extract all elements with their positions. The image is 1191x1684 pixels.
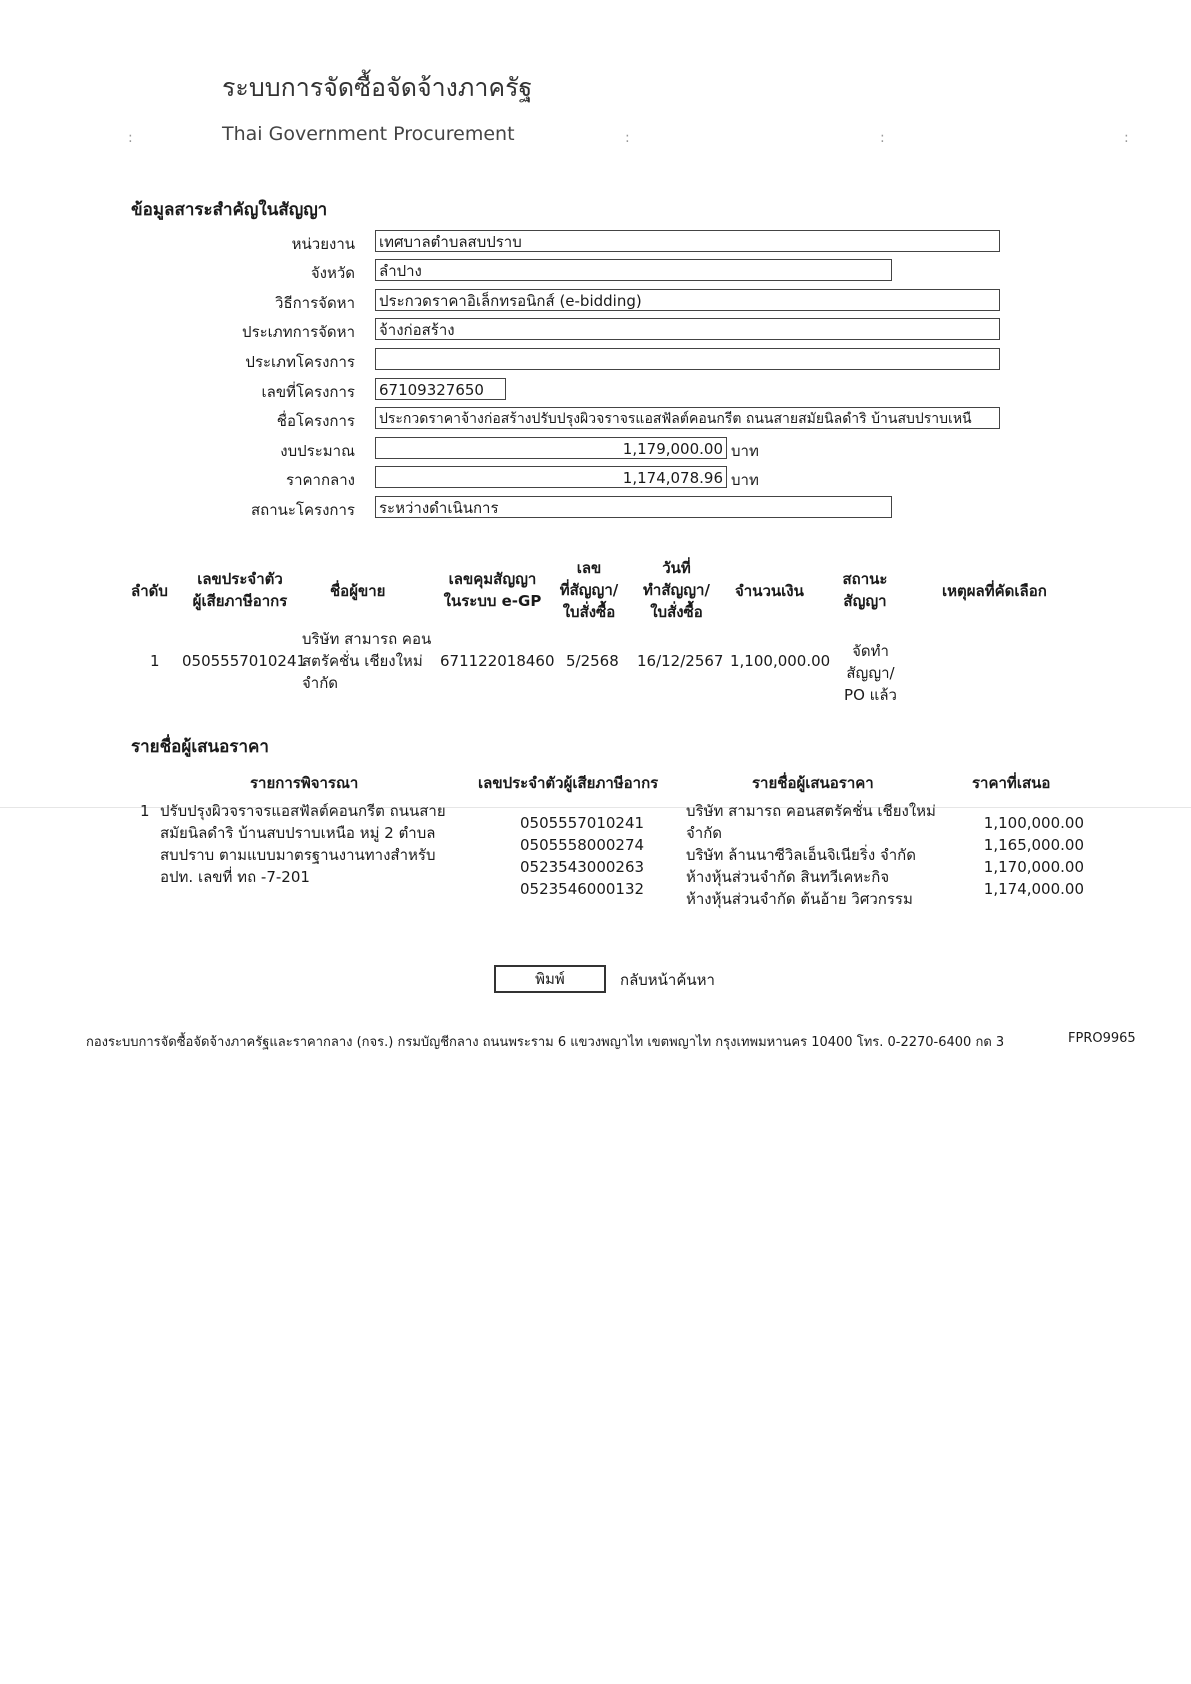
field-label-project-number: เลขที่โครงการ	[261, 383, 355, 401]
footer-address: กองระบบการจัดซื้อจัดจ้างภาครัฐและราคากลาง (กจร.) กรมบัญชีกลาง ถนนพระราม 6 แขวงพญาไท เขตพญาไท กรุงเทพมหานคร 10400 โทร. 0-2270-6400 กด 3	[86, 1035, 1005, 1050]
median-price-unit: บาท	[731, 471, 759, 489]
field-province: ลำปาง	[375, 259, 892, 281]
contracts-header-seller: ชื่อผู้ขาย	[330, 582, 386, 600]
contracts-header-status: สถานะ สัญญา	[842, 570, 888, 610]
scan-mark: :	[625, 130, 630, 146]
contract-row-no: 1	[150, 652, 160, 670]
field-project-name: ประกวดราคาจ้างก่อสร้างปรับปรุงผิวจราจรแอสฟัลต์คอนกรีต ถนนสายสมัยนิลดำริ บ้านสบปราบเหนื	[375, 407, 1000, 429]
bidders-section-title: รายชื่อผู้เสนอราคา	[131, 737, 269, 757]
bidders-header-price: ราคาที่เสนอ	[972, 774, 1051, 792]
contract-row-date: 16/12/2567	[637, 652, 724, 670]
contracts-header-date: วันที่ ทำสัญญา/ ใบสั่งซื้อ	[643, 559, 710, 621]
system-title: ระบบการจัดซื้อจัดจ้างภาครัฐ	[222, 73, 533, 102]
footer-code: FPRO9965	[1068, 1031, 1136, 1046]
bidder-price-list: 1,100,000.00 1,165,000.00 1,170,000.00 1,174,000.00	[983, 814, 1084, 898]
contracts-header-reason: เหตุผลที่คัดเลือก	[942, 582, 1047, 600]
field-label-project-type: ประเภทโครงการ	[245, 353, 355, 371]
field-project-number: 67109327650	[375, 378, 506, 400]
back-to-search-link[interactable]: กลับหน้าค้นหา	[620, 971, 715, 989]
field-median-price: 1,174,078.96	[375, 466, 727, 488]
scan-mark: :	[128, 130, 133, 146]
print-button[interactable]: พิมพ์	[494, 965, 606, 993]
contract-row-amount: 1,100,000.00	[730, 652, 831, 670]
contracts-header-amount: จำนวนเงิน	[735, 582, 804, 600]
scan-mark: :	[1124, 130, 1129, 146]
bidder-tax-id-list: 0505557010241 0505558000274 0523543000263 0523546000132	[520, 814, 645, 898]
field-label-agency: หน่วยงาน	[291, 235, 355, 253]
contract-row-contract-no: 5/2568	[566, 652, 619, 670]
field-project-status: ระหว่างดำเนินการ	[375, 496, 892, 518]
bidders-header-tax-id: เลขประจำตัวผู้เสียภาษีอากร	[478, 774, 659, 792]
bidders-header-name: รายชื่อผู้เสนอราคา	[752, 774, 874, 792]
contract-row-tax-id: 0505557010241	[182, 652, 307, 670]
field-project-type	[375, 348, 1000, 370]
field-label-project-name: ชื่อโครงการ	[276, 412, 355, 430]
field-label-project-status: สถานะโครงการ	[250, 501, 355, 519]
contract-row-egp: 671122018460	[440, 652, 555, 670]
bidders-header-item: รายการพิจารณา	[250, 774, 359, 792]
field-label-median-price: ราคากลาง	[286, 471, 355, 489]
bidder-item-no: 1	[140, 802, 150, 820]
field-label-province: จังหวัด	[310, 264, 355, 282]
contracts-header-contract-no: เลข ที่สัญญา/ ใบสั่งซื้อ	[559, 559, 619, 621]
system-subtitle: Thai Government Procurement	[222, 123, 515, 145]
scan-mark: :	[880, 130, 885, 146]
field-label-procurement-type: ประเภทการจัดหา	[242, 323, 355, 341]
bidder-item-description: ปรับปรุงผิวจราจรแอสฟัลต์คอนกรีต ถนนสาย สมัยนิลดำริ บ้านสบปราบเหนือ หมู่ 2 ตำบล สบปราบ ตามแบบมาตรฐานงานทางสำหรับ อปท. เลขที่ ทถ -7-201	[160, 802, 446, 886]
contracts-header-no: ลำดับ	[131, 582, 168, 600]
field-budget: 1,179,000.00	[375, 437, 727, 459]
contracts-header-egp: เลขคุมสัญญา ในระบบ e-GP	[443, 570, 542, 610]
budget-unit: บาท	[731, 442, 759, 460]
contract-row-seller: บริษัท สามารถ คอน สตรัคชั่น เชียงใหม่ จำกัด	[302, 630, 432, 692]
contracts-header-tax-id: เลขประจำตัว ผู้เสียภาษีอากร	[192, 570, 288, 610]
field-procurement-type: จ้างก่อสร้าง	[375, 318, 1000, 340]
summary-section-title: ข้อมูลสาระสำคัญในสัญญา	[131, 200, 328, 220]
contract-row-status: จัดทำสัญญา/ PO แล้ว	[844, 642, 897, 704]
field-label-method: วิธีการจัดหา	[275, 294, 355, 312]
field-method: ประกวดราคาอิเล็กทรอนิกส์ (e-bidding)	[375, 289, 1000, 311]
field-agency: เทศบาลตำบลสบปราบ	[375, 230, 1000, 252]
bidder-name-list: บริษัท สามารถ คอนสตรัคชั่น เชียงใหม่ จำกัด บริษัท ล้านนาซีวิลเอ็นจิเนียริ่ง จำกัด ห้างหุ้นส่วนจำกัด สินทวีเคหะกิจ ห้างหุ้นส่วนจำกัด ต้นอ้าย วิศวกรรม	[686, 802, 936, 908]
field-label-budget: งบประมาณ	[280, 442, 355, 460]
